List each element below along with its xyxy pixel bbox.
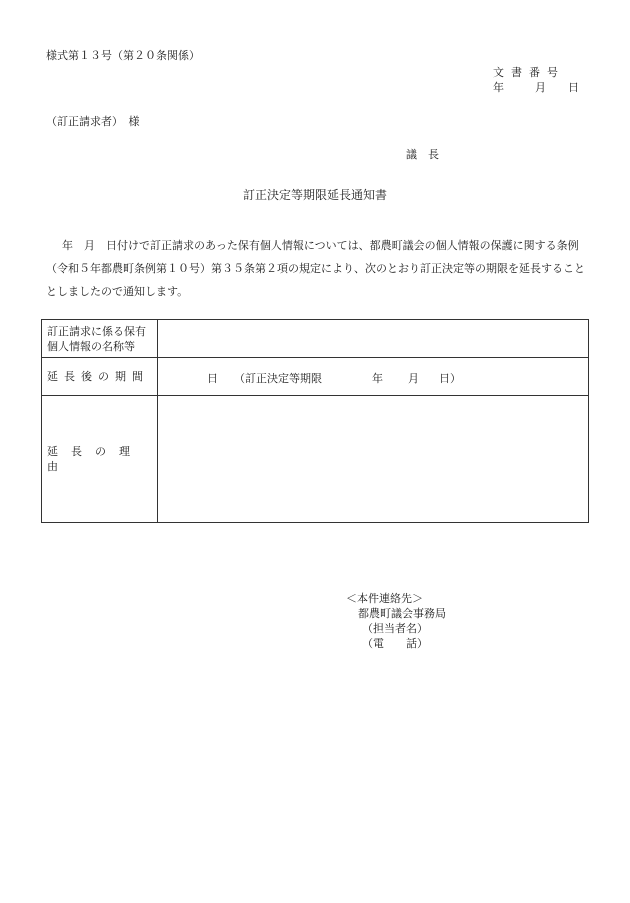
contact-office: 都農町議会事務局 xyxy=(358,607,446,620)
row-label-extension-reason: 延長の理由 xyxy=(42,396,158,522)
deadline-day: 日） xyxy=(439,372,461,385)
row-label-line1: 訂正請求に係る保有 xyxy=(47,324,146,338)
table-row-info-name xyxy=(42,320,588,358)
period-day: 日 xyxy=(207,372,218,385)
date-year: 年 xyxy=(493,81,504,94)
row-label-line2: 個人情報の名称等 xyxy=(47,339,135,353)
table-row-extension-reason xyxy=(42,396,588,522)
date-month: 月 xyxy=(535,81,546,94)
sender: 議 長 xyxy=(406,148,439,161)
row-label-info-name xyxy=(42,320,158,357)
document-title: 訂正決定等期限延長通知書 xyxy=(242,188,387,202)
form-number: 様式第１３号（第２０条関係） xyxy=(46,49,200,62)
deadline-year: 年 xyxy=(372,372,383,385)
row-label-extended-period: 延長後の期間 xyxy=(42,358,158,395)
document-number-label: 文書番号 xyxy=(493,66,565,79)
date-day: 日 xyxy=(568,81,579,94)
contact-person: （担当者名） xyxy=(362,622,428,635)
contact-block xyxy=(346,591,446,651)
table-row-extended-period xyxy=(42,358,588,396)
contact-heading: ＜本件連絡先＞ xyxy=(346,592,423,605)
body-text: 年 月 日付けで訂正請求のあった保有個人情報については、都農町議会の個人情報の保護に関する条例（令和５年都農町条例第１０号）第３５条第２項の規定により、次のとおり訂正決定等の期限を延長することとしましたので通知します。 xyxy=(46,239,585,298)
deadline-month: 月 xyxy=(408,372,419,385)
addressee: （訂正請求者） 様 xyxy=(46,115,140,128)
info-table xyxy=(41,319,589,523)
contact-phone: （電 話） xyxy=(362,637,428,650)
deadline-label: （訂正決定等期限 xyxy=(234,372,322,385)
